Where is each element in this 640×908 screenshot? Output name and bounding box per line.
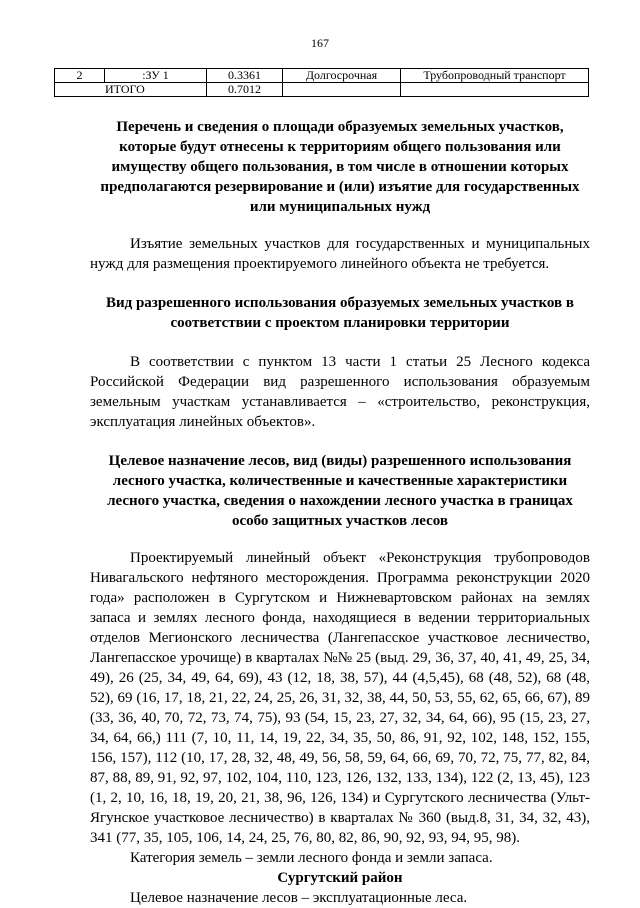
section-heading-permitted-use: Вид разрешенного использования образуемых земельных участков в соответствии с проектом планировки территории xyxy=(105,295,574,331)
table-cell-empty xyxy=(283,83,401,97)
table-total-label: ИТОГО xyxy=(55,83,207,97)
paragraph-withdrawal: Изъятие земельных участков для государственных и муниципальных нужд для размещения проектируемого линейного объекта не требуется. xyxy=(90,236,590,272)
paragraph-permitted-use: В соответствии с пунктом 13 части 1 статьи 25 Лесного кодекса Российской Федерации вид разрешенного использования образуемым земельным участкам устанавливается – «строительство, реконструкция, эксплуатация линейных объектов». xyxy=(90,354,590,430)
table-total-row xyxy=(55,83,589,97)
table-cell-term: Долгосрочная xyxy=(283,69,401,83)
page-number: 167 xyxy=(311,36,329,50)
document-body xyxy=(90,117,590,908)
subheading-surgut-district: Сургутский район xyxy=(277,870,403,886)
section-heading-public-use: Перечень и сведения о площади образуемых земельных участков, которые будут отнесены к территориям общего пользования или имуществу общего пользования, в том числе в отношении которых предполагаются резервирование и (или) изъятие для государственных или муниципальных нужд xyxy=(100,119,580,215)
table-cell-parcel: :ЗУ 1 xyxy=(105,69,207,83)
table-total-area: 0.7012 xyxy=(207,83,283,97)
table-cell-purpose: Трубопроводный транспорт xyxy=(401,69,589,83)
table-cell-number: 2 xyxy=(55,69,105,83)
section-heading-forest-purpose: Целевое назначение лесов, вид (виды) разрешенного использования лесного участка, количественные и качественные характеристики лесного участка, сведения о нахождении лесного участка в границах особо защитных участков лесов xyxy=(107,453,573,529)
table-cell-area: 0.3361 xyxy=(207,69,283,83)
paragraph-object-location: Проектируемый линейный объект «Реконструкция трубопроводов Нивагальского нефтяного месторождения. Программа реконструкции 2020 года» расположен в Сургутском и Нижневартовском районах на землях запаса и землях лесного фонда, находящиеся в ведении территориальных отделов Мегионского лесничества (Лангепасское участковое лесничество, Лангепасское урочище) в кварталах №№ 25 (выд. 29, 36, 37, 40, 41, 49, 25, 34, 49), 26 (25, 34, 49, 64, 69), 43 (12, 18, 38, 57), 44 (4,5,45), 68 (48, 52), 68 (48, 52), 69 (16, 17, 18, 21, 22, 24, 25, 26, 31, 32, 38, 44, 50, 53, 55, 62, 65, 66, 67), 89 (33, 36, 40, 70, 72, 73, 74, 75), 93 (54, 15, 23, 27, 32, 34, 64, 66), 95 (15, 23, 27, 34, 64, 66,) 111 (7, 10, 11, 14, 19, 22, 34, 35, 50, 86, 91, 92, 102, 148, 152, 155, 156, 157), 112 (10, 17, 28, 32, 48, 49, 56, 58, 59, 64, 66, 69, 70, 72, 75, 77, 82, 84, 87, 88, 89, 91, 92, 97, 102, 104, 110, 123, 126, 132, 133, 134), 122 (2, 13, 45), 123 (1, 2, 10, 16, 18, 19, 20, 21, 38, 96, 126, 134) и Сургутского лесничества (Ульт-Ягунское участковое лесничество) в кварталах № 360 (выд.8, 31, 34, 32, 43), 341 (77, 35, 105, 106, 14, 24, 25, 76, 80, 82, 86, 90, 92, 93, 94, 95, 98). xyxy=(90,550,590,846)
table-row xyxy=(55,69,589,83)
paragraph-land-category: Категория земель – земли лесного фонда и земли запаса. xyxy=(130,850,493,866)
paragraph-forest-purpose: Целевое назначение лесов – эксплуатационные леса. xyxy=(130,890,468,906)
parcel-table xyxy=(54,68,589,97)
table-cell-empty xyxy=(401,83,589,97)
